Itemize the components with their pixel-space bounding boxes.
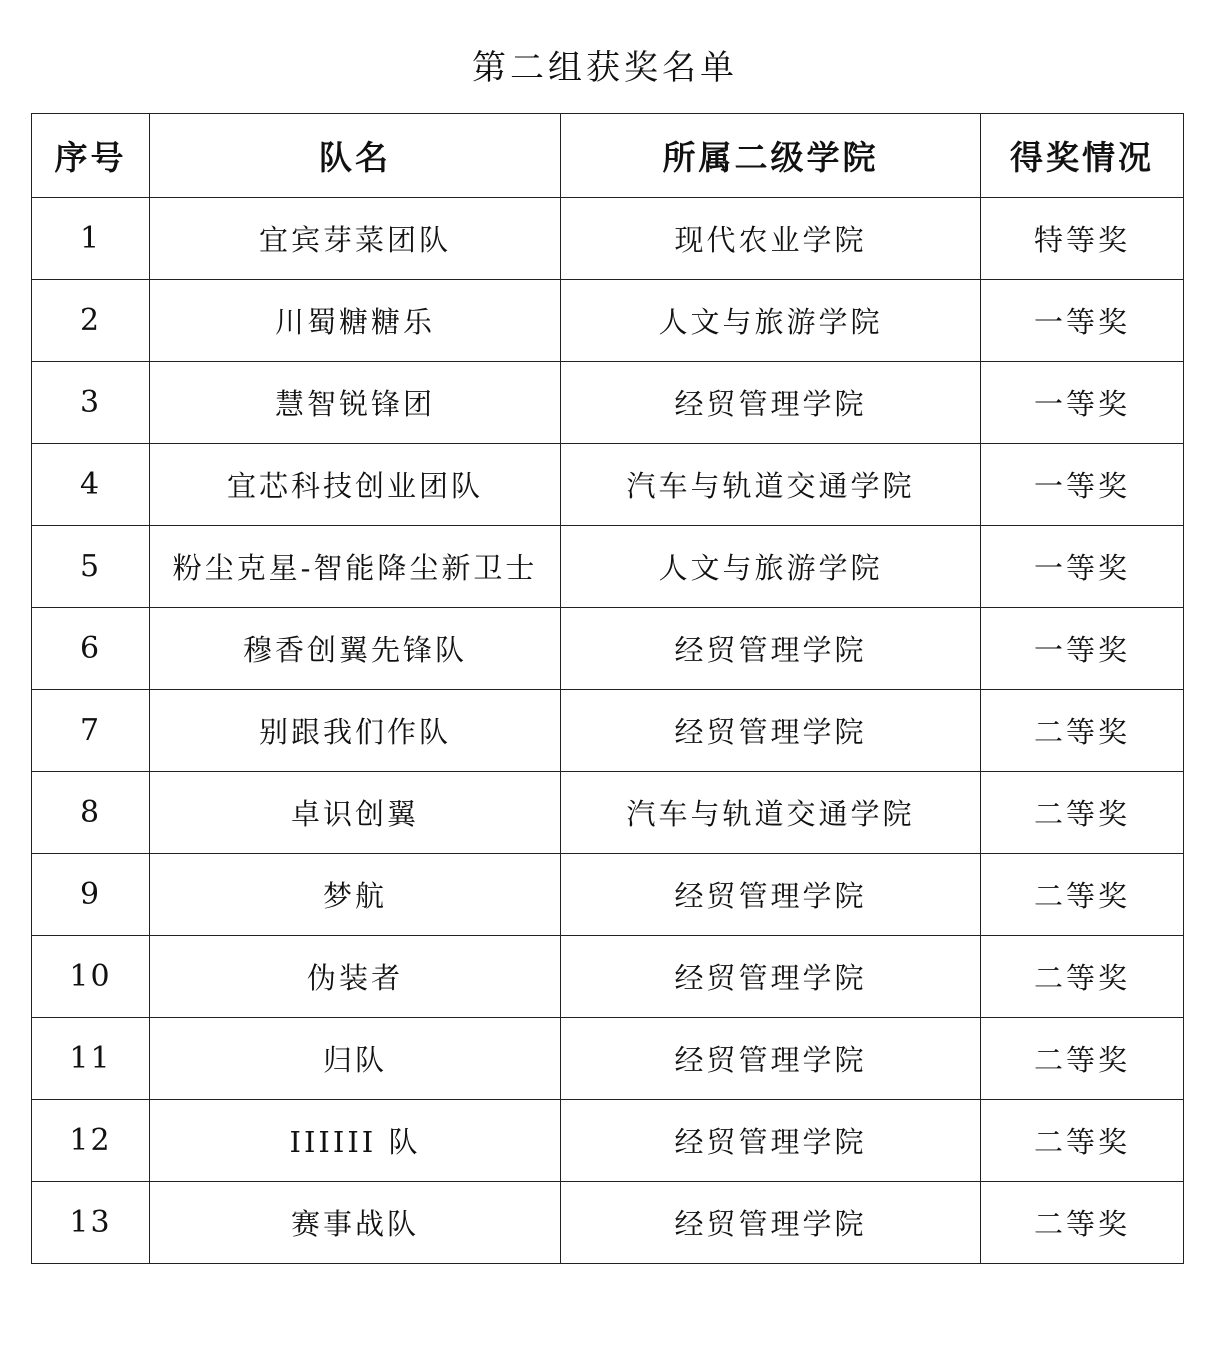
- cell-number: 3: [32, 362, 150, 444]
- cell-college: 现代农业学院: [561, 198, 981, 280]
- cell-college: 经贸管理学院: [561, 1100, 981, 1182]
- cell-number: 2: [32, 280, 150, 362]
- page-title: 第二组获奖名单: [472, 48, 738, 88]
- cell-team-name: 别跟我们作队: [150, 690, 561, 772]
- table-row: [32, 608, 1184, 690]
- cell-team-name: 卓识创翼: [150, 772, 561, 854]
- cell-number: 7: [32, 690, 150, 772]
- cell-team-name: 梦航: [150, 854, 561, 936]
- table-row: [32, 772, 1184, 854]
- table-row: [32, 936, 1184, 1018]
- table-row: [32, 280, 1184, 362]
- header-number: 序号: [32, 114, 150, 198]
- cell-college: 经贸管理学院: [561, 690, 981, 772]
- cell-college: 汽车与轨道交通学院: [561, 772, 981, 854]
- cell-number: 10: [32, 936, 150, 1018]
- cell-team-name: 伪装者: [150, 936, 561, 1018]
- cell-number: 8: [32, 772, 150, 854]
- table-header-row: [32, 114, 1184, 198]
- cell-award: 二等奖: [981, 1018, 1184, 1100]
- table-row: [32, 854, 1184, 936]
- cell-award: 一等奖: [981, 280, 1184, 362]
- cell-award: 二等奖: [981, 690, 1184, 772]
- cell-award: 二等奖: [981, 854, 1184, 936]
- cell-number: 4: [32, 444, 150, 526]
- cell-team-name: 川蜀糖糖乐: [150, 280, 561, 362]
- award-table: [31, 113, 1184, 1264]
- table-row: [32, 198, 1184, 280]
- table-row: [32, 444, 1184, 526]
- cell-college: 经贸管理学院: [561, 1182, 981, 1264]
- header-award: 得奖情况: [981, 114, 1184, 198]
- cell-award: 二等奖: [981, 1100, 1184, 1182]
- cell-award: 二等奖: [981, 936, 1184, 1018]
- table-row: [32, 1100, 1184, 1182]
- cell-number: 6: [32, 608, 150, 690]
- cell-number: 11: [32, 1018, 150, 1100]
- cell-college: 经贸管理学院: [561, 854, 981, 936]
- cell-college: 人文与旅游学院: [561, 526, 981, 608]
- cell-team-name: IIIIII 队: [150, 1100, 561, 1182]
- cell-team-name: 穆香创翼先锋队: [150, 608, 561, 690]
- cell-award: 特等奖: [981, 198, 1184, 280]
- cell-number: 13: [32, 1182, 150, 1264]
- cell-team-name: 宜芯科技创业团队: [150, 444, 561, 526]
- header-college: 所属二级学院: [561, 114, 981, 198]
- table-row: [32, 1182, 1184, 1264]
- cell-award: 二等奖: [981, 1182, 1184, 1264]
- cell-college: 经贸管理学院: [561, 362, 981, 444]
- cell-college: 经贸管理学院: [561, 1018, 981, 1100]
- cell-team-name: 粉尘克星-智能降尘新卫士: [150, 526, 561, 608]
- cell-college: 经贸管理学院: [561, 608, 981, 690]
- cell-team-name: 慧智锐锋团: [150, 362, 561, 444]
- table-row: [32, 690, 1184, 772]
- cell-team-name: 宜宾芽菜团队: [150, 198, 561, 280]
- cell-number: 1: [32, 198, 150, 280]
- cell-team-name: 赛事战队: [150, 1182, 561, 1264]
- cell-college: 人文与旅游学院: [561, 280, 981, 362]
- cell-award: 一等奖: [981, 362, 1184, 444]
- cell-award: 一等奖: [981, 608, 1184, 690]
- table-row: [32, 1018, 1184, 1100]
- cell-award: 一等奖: [981, 526, 1184, 608]
- cell-number: 12: [32, 1100, 150, 1182]
- cell-award: 一等奖: [981, 444, 1184, 526]
- cell-college: 经贸管理学院: [561, 936, 981, 1018]
- header-team-name: 队名: [150, 114, 561, 198]
- cell-team-name: 归队: [150, 1018, 561, 1100]
- cell-number: 5: [32, 526, 150, 608]
- table-row: [32, 362, 1184, 444]
- cell-number: 9: [32, 854, 150, 936]
- cell-college: 汽车与轨道交通学院: [561, 444, 981, 526]
- cell-award: 二等奖: [981, 772, 1184, 854]
- table-row: [32, 526, 1184, 608]
